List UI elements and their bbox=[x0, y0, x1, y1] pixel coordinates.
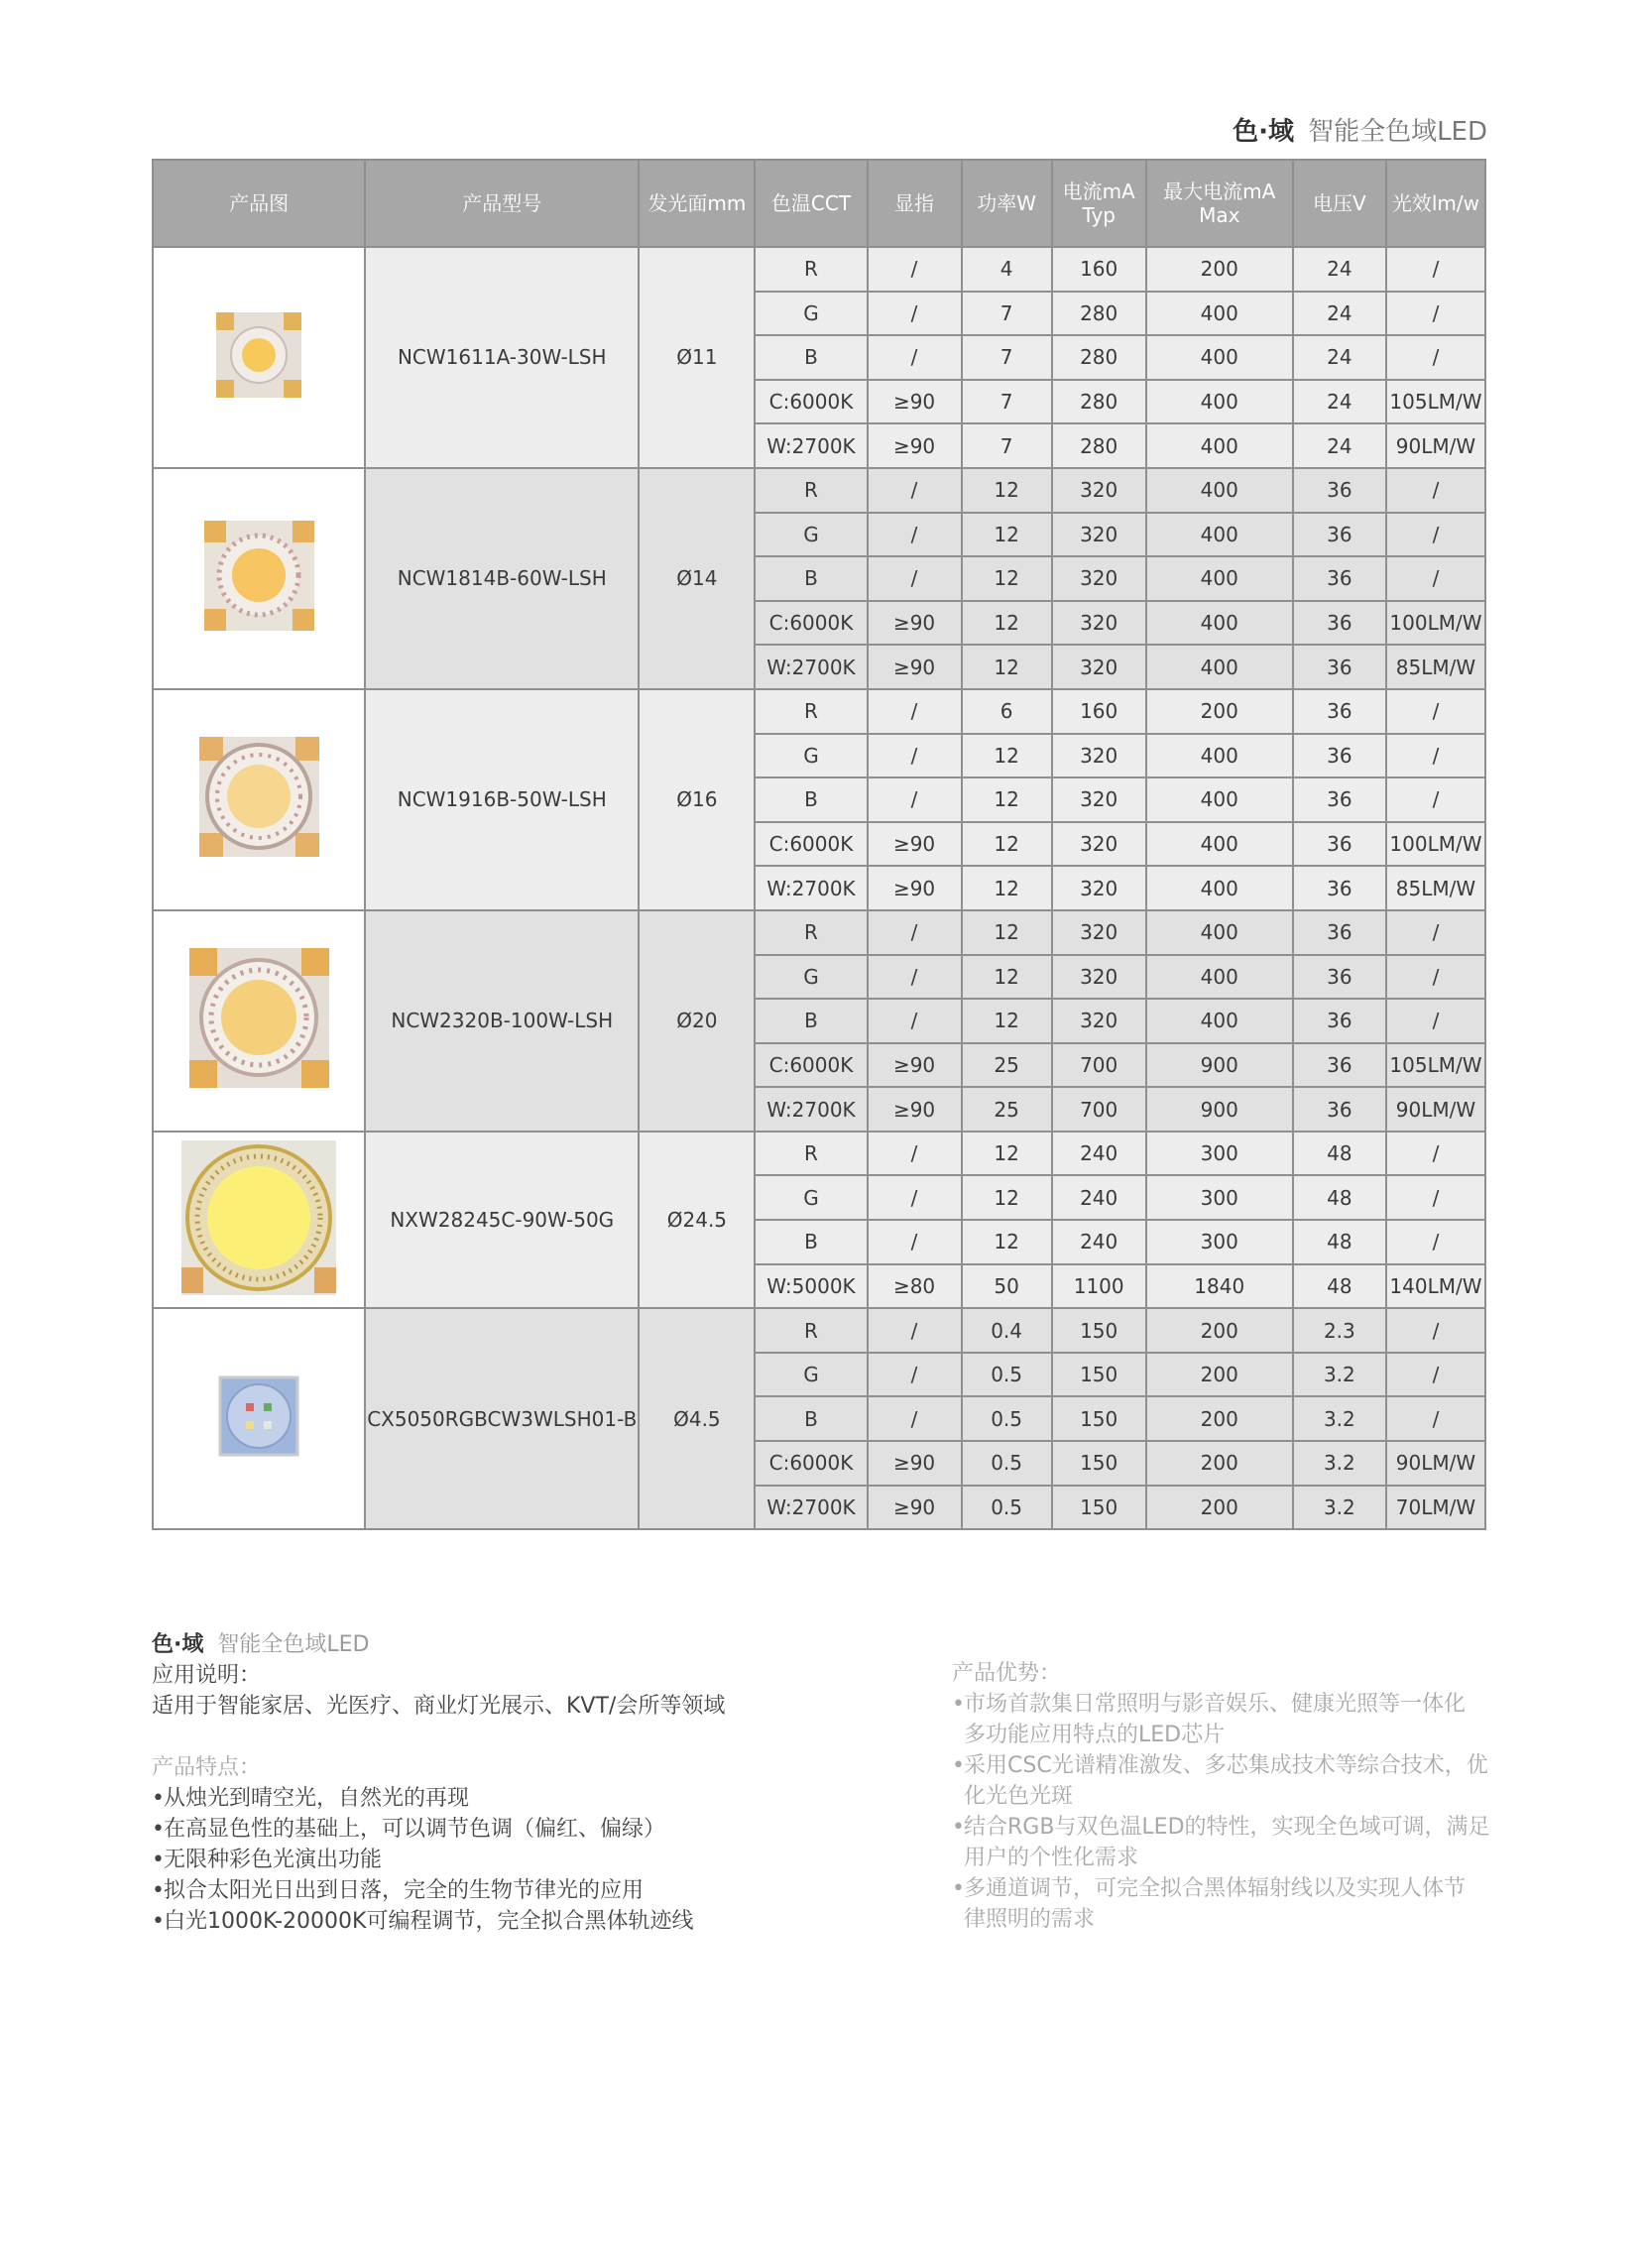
advantage-line: • 结合RGB与双色温LED的特性，实现全色域可调，满足 bbox=[964, 1815, 1490, 1840]
efficacy-cell: 100LM/W bbox=[1387, 600, 1486, 645]
current-typ-cell: 320 bbox=[1053, 512, 1147, 556]
efficacy-cell: / bbox=[1387, 954, 1486, 999]
power-cell: 12 bbox=[963, 1219, 1053, 1263]
feature-item: • 从烛光到晴空光，自然光的再现 bbox=[152, 1783, 725, 1814]
power-cell: 12 bbox=[963, 821, 1053, 866]
cri-cell: ≥90 bbox=[869, 1086, 963, 1131]
current-max-cell: 400 bbox=[1147, 776, 1294, 821]
power-cell: 6 bbox=[963, 688, 1053, 733]
cri-cell: / bbox=[869, 1174, 963, 1219]
power-cell: 12 bbox=[963, 776, 1053, 821]
cct-cell: R bbox=[756, 688, 868, 733]
power-cell: 4 bbox=[963, 246, 1053, 291]
product-image-cell bbox=[154, 246, 366, 467]
cri-cell: / bbox=[869, 1219, 963, 1263]
efficacy-cell: / bbox=[1387, 998, 1486, 1042]
cct-cell: R bbox=[756, 246, 868, 291]
advantage-line: 多功能应用特点的LED芯片 bbox=[964, 1723, 1226, 1747]
power-cell: 12 bbox=[963, 733, 1053, 777]
cct-cell: C:6000K bbox=[756, 379, 868, 423]
voltage-cell: 36 bbox=[1294, 909, 1387, 954]
power-cell: 12 bbox=[963, 555, 1053, 600]
current-max-cell: 200 bbox=[1147, 1485, 1294, 1529]
current-max-cell: 400 bbox=[1147, 334, 1294, 379]
table-row bbox=[154, 467, 1486, 512]
current-typ-cell: 320 bbox=[1053, 776, 1147, 821]
col-header: 功率W bbox=[963, 159, 1053, 246]
efficacy-cell: 85LM/W bbox=[1387, 644, 1486, 688]
efficacy-cell: 105LM/W bbox=[1387, 379, 1486, 423]
current-max-cell: 400 bbox=[1147, 821, 1294, 866]
col-header: 产品型号 bbox=[366, 159, 640, 246]
power-cell: 12 bbox=[963, 954, 1053, 999]
current-max-cell: 400 bbox=[1147, 998, 1294, 1042]
cct-cell: W:2700K bbox=[756, 422, 868, 467]
current-max-cell: 200 bbox=[1147, 688, 1294, 733]
col-header: 发光面mm bbox=[640, 159, 756, 246]
current-typ-cell: 240 bbox=[1053, 1131, 1147, 1175]
product-model: NCW1916B-50W-LSH bbox=[366, 688, 640, 909]
current-typ-cell: 150 bbox=[1053, 1440, 1147, 1485]
cob-chip-square-icon bbox=[154, 519, 364, 638]
current-max-cell: 400 bbox=[1147, 954, 1294, 999]
cct-cell: W:5000K bbox=[756, 1263, 868, 1308]
current-max-cell: 300 bbox=[1147, 1174, 1294, 1219]
current-typ-cell: 320 bbox=[1053, 865, 1147, 909]
current-typ-cell: 320 bbox=[1053, 954, 1147, 999]
current-max-cell: 300 bbox=[1147, 1219, 1294, 1263]
power-cell: 12 bbox=[963, 1131, 1053, 1175]
features-heading: 产品特点： bbox=[152, 1755, 262, 1780]
current-max-cell: 1840 bbox=[1147, 1263, 1294, 1308]
voltage-cell: 36 bbox=[1294, 733, 1387, 777]
advantage-item bbox=[952, 1873, 1490, 1935]
product-image-cell bbox=[154, 688, 366, 909]
cct-cell: W:2700K bbox=[756, 1485, 868, 1529]
col-header: 电流mA Typ bbox=[1053, 159, 1147, 246]
table-row bbox=[154, 1131, 1486, 1175]
current-typ-cell: 700 bbox=[1053, 1042, 1147, 1087]
current-typ-cell: 280 bbox=[1053, 379, 1147, 423]
cct-cell: B bbox=[756, 1395, 868, 1440]
product-image-cell bbox=[154, 909, 366, 1131]
voltage-cell: 36 bbox=[1294, 1042, 1387, 1087]
voltage-cell: 24 bbox=[1294, 291, 1387, 335]
efficacy-cell: 90LM/W bbox=[1387, 1440, 1486, 1485]
efficacy-cell: / bbox=[1387, 1174, 1486, 1219]
emitting-surface: Ø4.5 bbox=[640, 1307, 756, 1528]
power-cell: 12 bbox=[963, 644, 1053, 688]
col-header: 显指 bbox=[869, 159, 963, 246]
footer-left bbox=[152, 1629, 725, 1937]
current-typ-cell: 150 bbox=[1053, 1307, 1147, 1352]
current-typ-cell: 160 bbox=[1053, 688, 1147, 733]
voltage-cell: 3.2 bbox=[1294, 1440, 1387, 1485]
feature-item: • 拟合太阳光日出到日落，完全的生物节律光的应用 bbox=[152, 1875, 725, 1906]
cct-cell: W:2700K bbox=[756, 865, 868, 909]
features-list bbox=[152, 1783, 725, 1937]
product-model: CX5050RGBCW3WLSH01-B bbox=[366, 1307, 640, 1528]
cri-cell: ≥90 bbox=[869, 1042, 963, 1087]
feature-item: • 无限种彩色光演出功能 bbox=[152, 1845, 725, 1875]
smd-5050-chip-icon bbox=[154, 1375, 364, 1462]
voltage-cell: 36 bbox=[1294, 467, 1387, 512]
cri-cell: / bbox=[869, 334, 963, 379]
table-row bbox=[154, 1307, 1486, 1352]
advantage-line: 用户的个性化需求 bbox=[964, 1846, 1139, 1870]
current-typ-cell: 240 bbox=[1053, 1174, 1147, 1219]
power-cell: 12 bbox=[963, 512, 1053, 556]
current-max-cell: 400 bbox=[1147, 909, 1294, 954]
current-typ-cell: 320 bbox=[1053, 555, 1147, 600]
voltage-cell: 36 bbox=[1294, 954, 1387, 999]
cct-cell: B bbox=[756, 555, 868, 600]
cri-cell: ≥90 bbox=[869, 1440, 963, 1485]
current-typ-cell: 320 bbox=[1053, 644, 1147, 688]
cri-cell: ≥90 bbox=[869, 379, 963, 423]
cct-cell: R bbox=[756, 909, 868, 954]
current-typ-cell: 320 bbox=[1053, 467, 1147, 512]
cct-cell: G bbox=[756, 291, 868, 335]
current-max-cell: 200 bbox=[1147, 1395, 1294, 1440]
efficacy-cell: / bbox=[1387, 1395, 1486, 1440]
advantage-item bbox=[952, 1689, 1490, 1750]
product-image-cell bbox=[154, 1307, 366, 1528]
table-row bbox=[154, 909, 1486, 954]
cct-cell: B bbox=[756, 998, 868, 1042]
cri-cell: / bbox=[869, 688, 963, 733]
footer-subtitle: 智能全色域LED bbox=[217, 1632, 370, 1657]
cct-cell: W:2700K bbox=[756, 1086, 868, 1131]
cri-cell: / bbox=[869, 776, 963, 821]
cri-cell: ≥90 bbox=[869, 865, 963, 909]
current-typ-cell: 320 bbox=[1053, 998, 1147, 1042]
product-image-cell bbox=[154, 467, 366, 688]
current-typ-cell: 150 bbox=[1053, 1485, 1147, 1529]
table-header-row bbox=[154, 159, 1486, 246]
current-max-cell: 200 bbox=[1147, 1440, 1294, 1485]
product-model: NXW28245C-90W-50G bbox=[366, 1131, 640, 1307]
power-cell: 0.5 bbox=[963, 1485, 1053, 1529]
voltage-cell: 36 bbox=[1294, 821, 1387, 866]
advantage-item bbox=[952, 1812, 1490, 1873]
efficacy-cell: 100LM/W bbox=[1387, 821, 1486, 866]
cri-cell: / bbox=[869, 246, 963, 291]
cct-cell: G bbox=[756, 954, 868, 999]
current-max-cell: 400 bbox=[1147, 555, 1294, 600]
efficacy-cell: / bbox=[1387, 688, 1486, 733]
cct-cell: R bbox=[756, 1131, 868, 1175]
current-typ-cell: 700 bbox=[1053, 1086, 1147, 1131]
voltage-cell: 3.2 bbox=[1294, 1485, 1387, 1529]
cob-chip-small-icon bbox=[154, 310, 364, 405]
power-cell: 25 bbox=[963, 1086, 1053, 1131]
cct-cell: B bbox=[756, 776, 868, 821]
efficacy-cell: / bbox=[1387, 1131, 1486, 1175]
current-max-cell: 400 bbox=[1147, 600, 1294, 645]
cri-cell: / bbox=[869, 555, 963, 600]
current-typ-cell: 320 bbox=[1053, 600, 1147, 645]
emitting-surface: Ø14 bbox=[640, 467, 756, 688]
usage-text: 适用于智能家居、光医疗、商业灯光展示、KVT/会所等领域 bbox=[152, 1694, 726, 1719]
cct-cell: G bbox=[756, 1352, 868, 1396]
power-cell: 7 bbox=[963, 334, 1053, 379]
current-max-cell: 200 bbox=[1147, 1307, 1294, 1352]
product-model: NCW1814B-60W-LSH bbox=[366, 467, 640, 688]
cri-cell: / bbox=[869, 998, 963, 1042]
page-header bbox=[1233, 111, 1487, 148]
advantage-line: • 市场首款集日常照明与影音娱乐、健康光照等一体化 bbox=[964, 1692, 1467, 1717]
col-header: 电压V bbox=[1294, 159, 1387, 246]
cob-chip-ring-icon bbox=[154, 735, 364, 864]
cct-cell: C:6000K bbox=[756, 1440, 868, 1485]
power-cell: 12 bbox=[963, 600, 1053, 645]
emitting-surface: Ø20 bbox=[640, 909, 756, 1131]
advantage-line: • 多通道调节，可完全拟合黑体辐射线以及实现人体节 bbox=[964, 1876, 1467, 1901]
cct-cell: B bbox=[756, 1219, 868, 1263]
efficacy-cell: / bbox=[1387, 1352, 1486, 1396]
current-typ-cell: 280 bbox=[1053, 422, 1147, 467]
emitting-surface: Ø16 bbox=[640, 688, 756, 909]
efficacy-cell: / bbox=[1387, 291, 1486, 335]
cob-chip-gold-icon bbox=[154, 1138, 364, 1302]
footer-right bbox=[952, 1658, 1490, 1935]
current-typ-cell: 150 bbox=[1053, 1352, 1147, 1396]
cri-cell: / bbox=[869, 733, 963, 777]
voltage-cell: 24 bbox=[1294, 334, 1387, 379]
voltage-cell: 36 bbox=[1294, 776, 1387, 821]
current-typ-cell: 280 bbox=[1053, 291, 1147, 335]
current-max-cell: 200 bbox=[1147, 246, 1294, 291]
current-max-cell: 400 bbox=[1147, 379, 1294, 423]
current-typ-cell: 320 bbox=[1053, 733, 1147, 777]
cct-cell: G bbox=[756, 512, 868, 556]
advantage-line: 律照明的需求 bbox=[964, 1907, 1096, 1932]
current-max-cell: 400 bbox=[1147, 422, 1294, 467]
voltage-cell: 48 bbox=[1294, 1131, 1387, 1175]
col-header: 色温CCT bbox=[756, 159, 868, 246]
voltage-cell: 48 bbox=[1294, 1174, 1387, 1219]
cri-cell: ≥80 bbox=[869, 1263, 963, 1308]
col-header: 产品图 bbox=[154, 159, 366, 246]
current-max-cell: 400 bbox=[1147, 644, 1294, 688]
voltage-cell: 36 bbox=[1294, 998, 1387, 1042]
product-model: NCW2320B-100W-LSH bbox=[366, 909, 640, 1131]
current-max-cell: 300 bbox=[1147, 1131, 1294, 1175]
voltage-cell: 24 bbox=[1294, 379, 1387, 423]
cri-cell: / bbox=[869, 1131, 963, 1175]
voltage-cell: 36 bbox=[1294, 1086, 1387, 1131]
cct-cell: G bbox=[756, 1174, 868, 1219]
cri-cell: ≥90 bbox=[869, 644, 963, 688]
advantage-line: • 采用CSC光谱精准激发、多芯集成技术等综合技术，优 bbox=[964, 1753, 1488, 1778]
current-max-cell: 400 bbox=[1147, 467, 1294, 512]
efficacy-cell: / bbox=[1387, 1219, 1486, 1263]
cct-cell: G bbox=[756, 733, 868, 777]
cct-cell: C:6000K bbox=[756, 600, 868, 645]
voltage-cell: 24 bbox=[1294, 246, 1387, 291]
voltage-cell: 36 bbox=[1294, 555, 1387, 600]
efficacy-cell: 90LM/W bbox=[1387, 422, 1486, 467]
power-cell: 12 bbox=[963, 998, 1053, 1042]
voltage-cell: 2.3 bbox=[1294, 1307, 1387, 1352]
efficacy-cell: 90LM/W bbox=[1387, 1086, 1486, 1131]
efficacy-cell: 140LM/W bbox=[1387, 1263, 1486, 1308]
efficacy-cell: 105LM/W bbox=[1387, 1042, 1486, 1087]
current-max-cell: 400 bbox=[1147, 512, 1294, 556]
advantage-item bbox=[952, 1750, 1490, 1812]
spec-table bbox=[152, 159, 1486, 1530]
voltage-cell: 24 bbox=[1294, 422, 1387, 467]
emitting-surface: Ø11 bbox=[640, 246, 756, 467]
table-row bbox=[154, 688, 1486, 733]
cri-cell: / bbox=[869, 954, 963, 999]
cri-cell: / bbox=[869, 291, 963, 335]
current-typ-cell: 320 bbox=[1053, 821, 1147, 866]
power-cell: 50 bbox=[963, 1263, 1053, 1308]
voltage-cell: 36 bbox=[1294, 512, 1387, 556]
usage-heading: 应用说明： bbox=[152, 1663, 262, 1688]
advantages-list bbox=[952, 1689, 1490, 1935]
cri-cell: / bbox=[869, 1307, 963, 1352]
efficacy-cell: / bbox=[1387, 334, 1486, 379]
efficacy-cell: / bbox=[1387, 512, 1486, 556]
efficacy-cell: / bbox=[1387, 733, 1486, 777]
cri-cell: / bbox=[869, 1395, 963, 1440]
power-cell: 12 bbox=[963, 1174, 1053, 1219]
cri-cell: ≥90 bbox=[869, 422, 963, 467]
power-cell: 7 bbox=[963, 379, 1053, 423]
voltage-cell: 36 bbox=[1294, 600, 1387, 645]
current-typ-cell: 1100 bbox=[1053, 1263, 1147, 1308]
product-model: NCW1611A-30W-LSH bbox=[366, 246, 640, 467]
cob-chip-large-icon bbox=[154, 946, 364, 1095]
table-row bbox=[154, 246, 1486, 291]
header-subtitle: 智能全色域LED bbox=[1308, 117, 1487, 147]
voltage-cell: 36 bbox=[1294, 865, 1387, 909]
voltage-cell: 36 bbox=[1294, 644, 1387, 688]
efficacy-cell: / bbox=[1387, 776, 1486, 821]
advantages-heading: 产品优势： bbox=[952, 1661, 1062, 1686]
power-cell: 0.4 bbox=[963, 1307, 1053, 1352]
power-cell: 12 bbox=[963, 467, 1053, 512]
cct-cell: C:6000K bbox=[756, 821, 868, 866]
voltage-cell: 3.2 bbox=[1294, 1352, 1387, 1396]
voltage-cell: 3.2 bbox=[1294, 1395, 1387, 1440]
power-cell: 0.5 bbox=[963, 1352, 1053, 1396]
cri-cell: ≥90 bbox=[869, 1485, 963, 1529]
efficacy-cell: / bbox=[1387, 1307, 1486, 1352]
current-typ-cell: 280 bbox=[1053, 334, 1147, 379]
current-max-cell: 400 bbox=[1147, 865, 1294, 909]
cct-cell: R bbox=[756, 467, 868, 512]
voltage-cell: 48 bbox=[1294, 1263, 1387, 1308]
emitting-surface: Ø24.5 bbox=[640, 1131, 756, 1307]
cri-cell: / bbox=[869, 512, 963, 556]
cct-cell: W:2700K bbox=[756, 644, 868, 688]
power-cell: 25 bbox=[963, 1042, 1053, 1087]
efficacy-cell: 70LM/W bbox=[1387, 1485, 1486, 1529]
current-max-cell: 900 bbox=[1147, 1086, 1294, 1131]
current-max-cell: 200 bbox=[1147, 1352, 1294, 1396]
feature-item: • 白光1000K-20000K可编程调节，完全拟合黑体轨迹线 bbox=[152, 1906, 725, 1937]
efficacy-cell: 85LM/W bbox=[1387, 865, 1486, 909]
power-cell: 0.5 bbox=[963, 1395, 1053, 1440]
current-max-cell: 400 bbox=[1147, 733, 1294, 777]
header-brand: 色·域 bbox=[1233, 117, 1295, 147]
footer-brand: 色·域 bbox=[152, 1632, 204, 1657]
col-header: 最大电流mA Max bbox=[1147, 159, 1294, 246]
current-typ-cell: 240 bbox=[1053, 1219, 1147, 1263]
power-cell: 7 bbox=[963, 422, 1053, 467]
cct-cell: C:6000K bbox=[756, 1042, 868, 1087]
cri-cell: / bbox=[869, 909, 963, 954]
col-header: 光效lm/w bbox=[1387, 159, 1486, 246]
product-image-cell bbox=[154, 1131, 366, 1307]
current-max-cell: 400 bbox=[1147, 291, 1294, 335]
feature-item: • 在高显色性的基础上，可以调节色调（偏红、偏绿） bbox=[152, 1814, 725, 1845]
cri-cell: ≥90 bbox=[869, 600, 963, 645]
advantage-line: 化光色光斑 bbox=[964, 1784, 1074, 1809]
cct-cell: B bbox=[756, 334, 868, 379]
efficacy-cell: / bbox=[1387, 246, 1486, 291]
power-cell: 12 bbox=[963, 909, 1053, 954]
voltage-cell: 48 bbox=[1294, 1219, 1387, 1263]
current-typ-cell: 320 bbox=[1053, 909, 1147, 954]
power-cell: 12 bbox=[963, 865, 1053, 909]
power-cell: 7 bbox=[963, 291, 1053, 335]
cri-cell: / bbox=[869, 1352, 963, 1396]
efficacy-cell: / bbox=[1387, 909, 1486, 954]
current-typ-cell: 160 bbox=[1053, 246, 1147, 291]
voltage-cell: 36 bbox=[1294, 688, 1387, 733]
efficacy-cell: / bbox=[1387, 467, 1486, 512]
cri-cell: / bbox=[869, 467, 963, 512]
power-cell: 0.5 bbox=[963, 1440, 1053, 1485]
efficacy-cell: / bbox=[1387, 555, 1486, 600]
cct-cell: R bbox=[756, 1307, 868, 1352]
current-typ-cell: 150 bbox=[1053, 1395, 1147, 1440]
current-max-cell: 900 bbox=[1147, 1042, 1294, 1087]
cri-cell: ≥90 bbox=[869, 821, 963, 866]
